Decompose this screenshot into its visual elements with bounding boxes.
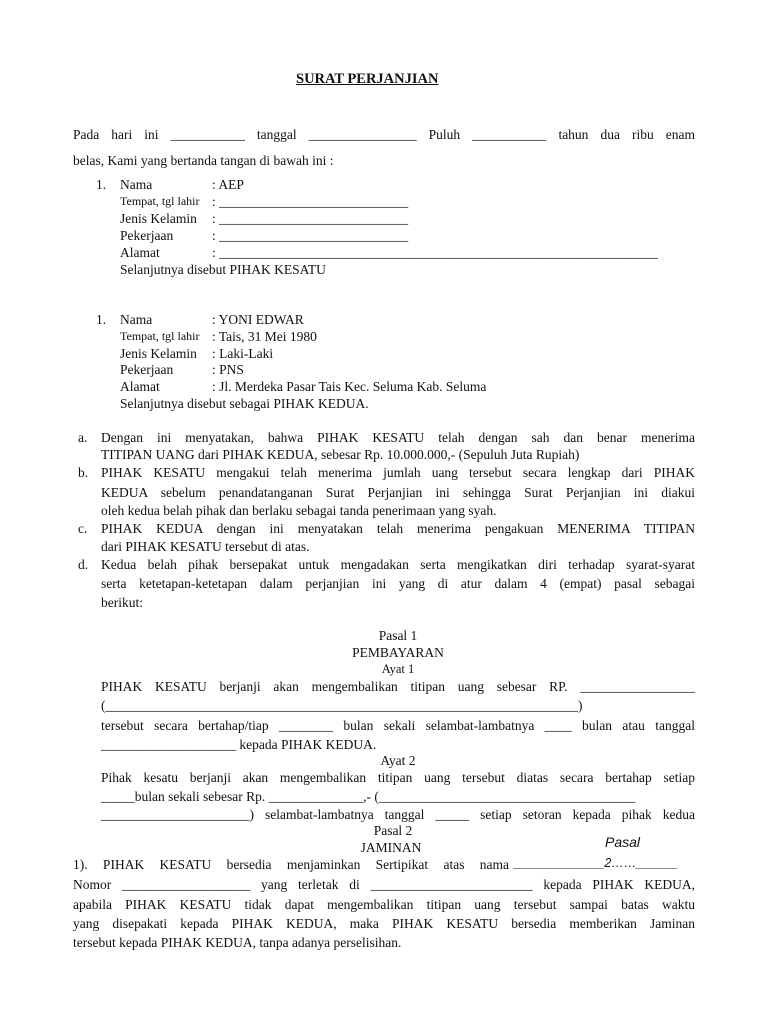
party1-address-value: : _________________________________________________________________	[212, 245, 658, 260]
party1-closing: Selanjutnya disebut PIHAK KESATU	[120, 262, 326, 277]
ayat1-heading: Ayat 1	[381, 662, 415, 676]
ayat1-line-2: (______________________________________________________________________)	[101, 698, 583, 713]
ayat1-line-1: PIHAK KESATU berjanji akan mengembalikan titipan uang sebesar RP. _________________	[101, 679, 695, 694]
party2-name-label: Nama	[120, 312, 153, 327]
point-b-line-1: PIHAK KESATU mengakui telah menerima jumlah uang tersebut secara lengkap dari PIHAK	[101, 465, 695, 480]
point-c-line-1: PIHAK KEDUA dengan ini menyatakan telah menerima pengakuan MENERIMA TITIPAN	[101, 521, 695, 536]
ayat2-line-1: Pihak kesatu berjanji akan mengembalikan titipan uang tersebut diatas secara bertahap setiap	[101, 770, 695, 785]
party2-number: 1.	[96, 312, 107, 327]
point-a-line-1: Dengan ini menyatakan, bahwa PIHAK KESATU telah dengan sah dan benar menerima	[101, 430, 695, 445]
point-a-marker: a.	[78, 430, 88, 445]
intro-line-1: Pada hari ini ___________ tanggal ________________ Puluh ___________ tahun dua ribu enam	[73, 127, 695, 142]
ayat2-heading: Ayat 2	[380, 753, 416, 768]
party1-birth-value: : ____________________________	[212, 194, 409, 209]
point-d-marker: d.	[78, 557, 89, 572]
pasal1-heading: Pasal 1	[378, 628, 418, 643]
party2-gender-value: : Laki-Laki	[212, 346, 274, 361]
party1-birth-label: Tempat, tgl lahir	[120, 194, 200, 208]
party2-birth-value: : Tais, 31 Mei 1980	[212, 329, 317, 344]
party2-birth-label: Tempat, tgl lahir	[120, 329, 200, 343]
pasal1-title: PEMBAYARAN	[352, 645, 444, 660]
party1-name-value: : AEP	[212, 177, 244, 192]
pasal2-note-blank: _____________2……______	[514, 856, 679, 870]
pasal2-title: JAMINAN	[360, 840, 422, 855]
party2-closing: Selanjutnya disebut sebagai PIHAK KEDUA.	[120, 396, 369, 411]
pasal2-line-4: yang disepakati kepada PIHAK KEDUA, maka PIHAK KESATU bersedia memberikan Jaminan	[73, 916, 695, 931]
point-d-line-2: serta ketetapan-ketetapan dalam perjanjian ini yang di atur dalam 4 (empat) pasal sebagai	[101, 576, 695, 591]
pasal2-line-2: Nomor ___________________ yang terletak di ________________________ kepada PIHAK KEDUA,	[73, 877, 695, 892]
party1-job-label: Pekerjaan	[120, 228, 174, 243]
pasal2-note-word: Pasal	[605, 834, 641, 850]
party2-job-value: : PNS	[212, 362, 244, 377]
pasal2-line-3: apabila PIHAK KESATU tidak dapat mengembalikan titipan uang tersebut sampai batas waktu	[73, 897, 695, 912]
point-c-marker: c.	[78, 521, 88, 536]
ayat2-line-3: ______________________) selambat-lambatnya tanggal _____ setiap setoran kepada pihak kedua	[101, 807, 695, 822]
point-b-line-3: oleh kedua belah pihak dan berlaku sebagai tanda penerimaan yang syah.	[101, 503, 497, 518]
intro-line-2: belas, Kami yang bertanda tangan di bawah ini :	[73, 153, 334, 168]
party2-name-value: : YONI EDWAR	[212, 312, 304, 327]
point-b-line-2: KEDUA sebelum penandatanganan Surat Perjanjian ini sehingga Surat Perjanjian ini diakui	[101, 485, 695, 500]
point-a-line-2: TITIPAN UANG dari PIHAK KEDUA, sebesar Rp. 10.000.000,- (Sepuluh Juta Rupiah)	[101, 447, 580, 462]
party2-job-label: Pekerjaan	[120, 362, 174, 377]
party1-gender-value: : ____________________________	[212, 211, 409, 226]
pasal2-line-5: tersebut kepada PIHAK KEDUA, tanpa adanya perselisihan.	[73, 935, 402, 950]
party1-name-label: Nama	[120, 177, 153, 192]
party1-address-label: Alamat	[120, 245, 160, 260]
point-b-marker: b.	[78, 465, 89, 480]
point-c-line-2: dari PIHAK KESATU tersebut di atas.	[101, 539, 310, 554]
party1-gender-label: Jenis Kelamin	[120, 211, 197, 226]
party1-job-value: : ____________________________	[212, 228, 409, 243]
pasal2-line-1: 1). PIHAK KESATU bersedia menjaminkan Sertipikat atas nama	[73, 857, 509, 872]
party1-number: 1.	[96, 177, 107, 192]
party2-address-value: : Jl. Merdeka Pasar Tais Kec. Seluma Kab. Seluma	[212, 379, 487, 394]
ayat2-line-2: _____bulan sekali sebesar Rp. ______________,- (______________________________________	[101, 789, 636, 804]
document-title: SURAT PERJANJIAN	[296, 71, 439, 87]
ayat1-line-3: tersebut secara bertahap/tiap ________ bulan sekali selambat-lambatnya ____ bulan atau tanggal	[101, 718, 695, 733]
party2-address-label: Alamat	[120, 379, 160, 394]
point-d-line-1: Kedua belah pihak bersepakat untuk mengadakan serta mengikatkan diri terhadap syarat-syarat	[101, 557, 695, 572]
point-d-line-3: berikut:	[101, 595, 143, 610]
ayat1-line-4: ____________________ kepada PIHAK KEDUA.	[101, 737, 377, 752]
party2-gender-label: Jenis Kelamin	[120, 346, 197, 361]
pasal2-heading: Pasal 2	[373, 823, 413, 838]
